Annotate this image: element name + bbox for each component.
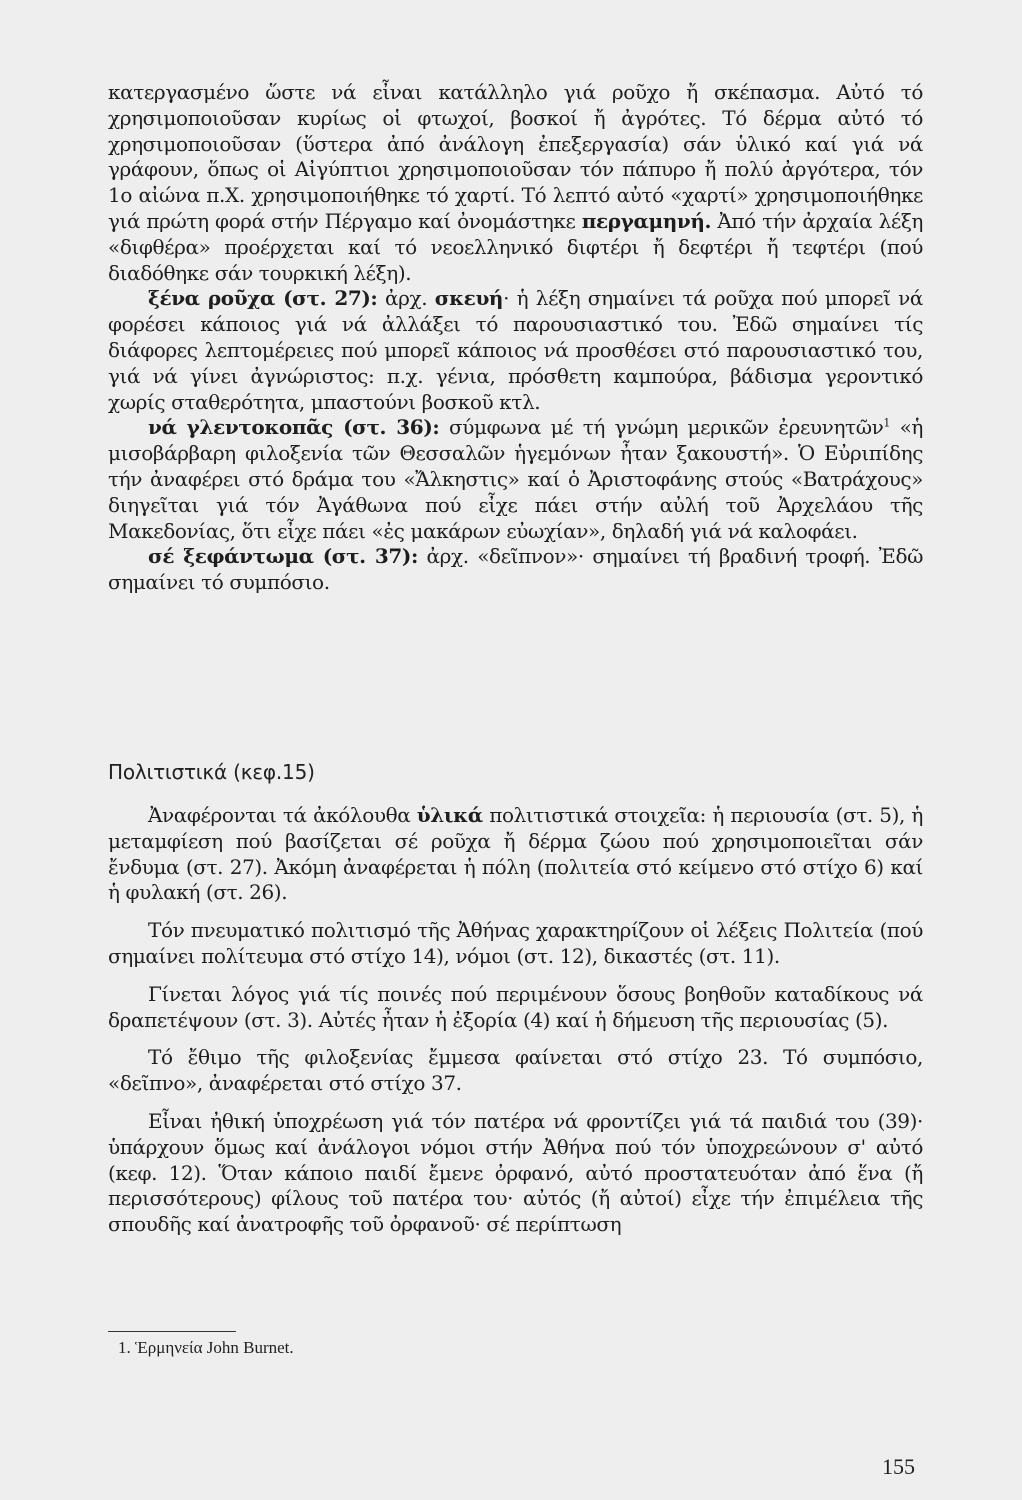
cultural-section	[108, 803, 923, 1238]
paragraph-text: «ἡ μισοβάρβαρη φιλοξενία τῶν Θεσσαλῶν ἡγεμόνων ἦταν ξακουστή». Ὁ Εὐριπίδης τήν ἀναφέρει στό δράμα του «Ἄλκηστις» καί ὁ Ἀριστοφάνης στούς «Βατράχους» διηγεῖται γιά τόν Ἀγάθωνα πού εἶχε πάει στήν αὐλή τοῦ Ἀρχελάου τῆς Μακεδονίας, ὅτι εἶχε πάει «ἐς μακάρων εὐωχίαν», δηλαδή γιά νά καλοφάει.	[108, 415, 923, 543]
footnote: 1. Ἑρμηνεία John Burnet.	[118, 1338, 294, 1357]
paragraph-text: ἀρχ. «δεῖπνον»· σημαίνει τή βραδινή τροφή. Ἐδῶ σημαίνει τό συμπόσιο.	[108, 544, 923, 595]
footnote-ref: 1	[883, 416, 890, 430]
parchment-paragraph	[108, 80, 923, 286]
glossary-term: νά γλεντοκοπᾶς (στ. 36):	[148, 415, 440, 440]
glossary-entry-banquet	[108, 544, 923, 596]
moral-duty-paragraph: Εἶναι ἠθική ὑποχρέωση γιά τόν πατέρα νά φροντίζει γιά τά παιδιά του (39)· ὑπάρχουν ὅμως καί ἀνάλογοι νόμοι στήν Ἀθήνα πού τόν ὑποχρεώνουν σ' αὐτό (κεφ. 12). Ὅταν κάποιο παιδί ἔμενε ὀρφανό, αὐτό προστατευόταν ἀπό ἕνα (ἤ περισσότερους) φίλους τοῦ πατέρα του· αὐτός (ἤ αὐτοί) εἶχε τήν ἐπιμέλεια τῆς σπουδῆς καί ἀνατροφῆς τοῦ ὀρφανοῦ· σέ περίπτωση	[108, 1108, 923, 1237]
spiritual-culture-paragraph: Τόν πνευματικό πολιτισμό τῆς Ἀθήνας χαρακτηρίζουν οἱ λέξεις Πολιτεία (πού σημαίνει πολίτευμα στό στίχο 14), νόμοι (στ. 12), δικαστές (στ. 11).	[108, 918, 923, 968]
hospitality-paragraph: Τό ἔθιμο τῆς φιλοξενίας ἔμμεσα φαίνεται στό στίχο 23. Τό συμπόσιο, «δεῖπνο», ἀναφέρεται στό στίχο 37.	[108, 1045, 923, 1096]
paragraph-text: πολιτιστικά στοιχεῖα: ἡ περιουσία (στ. 5), ἡ μεταμφίεση πού βασίζεται σέ ροῦχα ἤ δέρμα ζώου πού χρησιμοποιεῖται σάν ἔνδυμα (στ. 27). Ἀκόμη ἀναφέρεται ἡ πόλη (πολιτεία στό κείμενο στό στίχο 6) καί ἡ φυλακή (στ. 26).	[108, 803, 923, 905]
page-number: 155	[882, 1454, 915, 1479]
paragraph-text: σύμφωνα μέ τή γνώμη μερικῶν ἐρευνητῶν	[448, 415, 884, 440]
penalties-paragraph: Γίνεται λόγος γιά τίς ποινές πού περιμένουν ὅσους βοηθοῦν καταδίκους νά δραπετέψουν (στ. 3). Αὐτές ἦταν ἡ ἐξορία (4) καί ἡ δήμευση τῆς περιουσίας (5).	[108, 981, 923, 1032]
bold-term: ὑλικά	[416, 803, 483, 827]
paragraph-text: · ἡ λέξη σημαίνει τά ροῦχα πού μπορεῖ νά φορέσει κάποιος γιά νά ἀλλάξει τό παρουσιαστικό του. Ἐδῶ σημαίνει τίς διάφορες λεπτομέρειες πού μπορεῖ κάποιος νά προσθέσει στό παρουσιαστικό του, γιά νά γίνει ἀγνώριστος: π.χ. γένια, πρόσθετη καμπούρα, βάδισμα γεροντικό χωρίς σταθερότητα, μπαστούνι βοσκοῦ κτλ.	[108, 286, 923, 414]
material-culture-paragraph	[108, 803, 923, 906]
glossary-section	[108, 80, 923, 596]
section-heading: Πολιτιστικά (κεφ.15)	[108, 760, 315, 784]
glossary-term: ξένα ροῦχα (στ. 27):	[148, 286, 378, 311]
paragraph-text: Ἀναφέρονται τά ἀκόλουθα	[148, 803, 411, 827]
bold-term: σκευή	[434, 286, 504, 311]
footnote-divider	[108, 1331, 236, 1332]
glossary-term: σέ ξεφάντωμα (στ. 37):	[148, 544, 418, 569]
bold-term: περγαμηνή.	[581, 208, 712, 233]
paragraph-text: κατεργασμένο ὥστε νά εἶναι κατάλληλο γιά ροῦχο ἤ σκέπασμα. Αὐτό τό χρησιμοποιοῦσαν κυρίως οἱ φτωχοί, βοσκοί ἤ ἀγρότες. Τό δέρμα αὐτό τό χρησιμοποιοῦσαν (ὕστερα ἀπό ἀνάλογη ἐπεξεργασία) σάν ὑλικό καί γιά νά γράφουν, ὅπως οἱ Αἰγύπτιοι χρησιμοποιοῦσαν τόν πάπυρο ἤ πολύ ἀργότερα, τόν 1ο αἰώνα π.Χ. χρησιμοποιήθηκε τό χαρτί. Τό λεπτό αὐτό «χαρτί» χρησιμοποιήθηκε γιά πρώτη φορά στήν Πέργαμο καί ὀνομάστηκε	[108, 80, 923, 233]
glossary-entry-clothes	[108, 286, 923, 415]
paragraph-text: ἀρχ.	[385, 286, 428, 311]
glossary-entry-feast	[108, 415, 923, 544]
paragraph-text: Ἀπό τήν ἀρχαία λέξη «διφθέρα» προέρχεται καί τό νεοελληνικό διφτέρι ἤ δεφτέρι ἤ τεφτέρι (πού διαδόθηκε σάν τουρκική λέξη).	[108, 208, 924, 285]
